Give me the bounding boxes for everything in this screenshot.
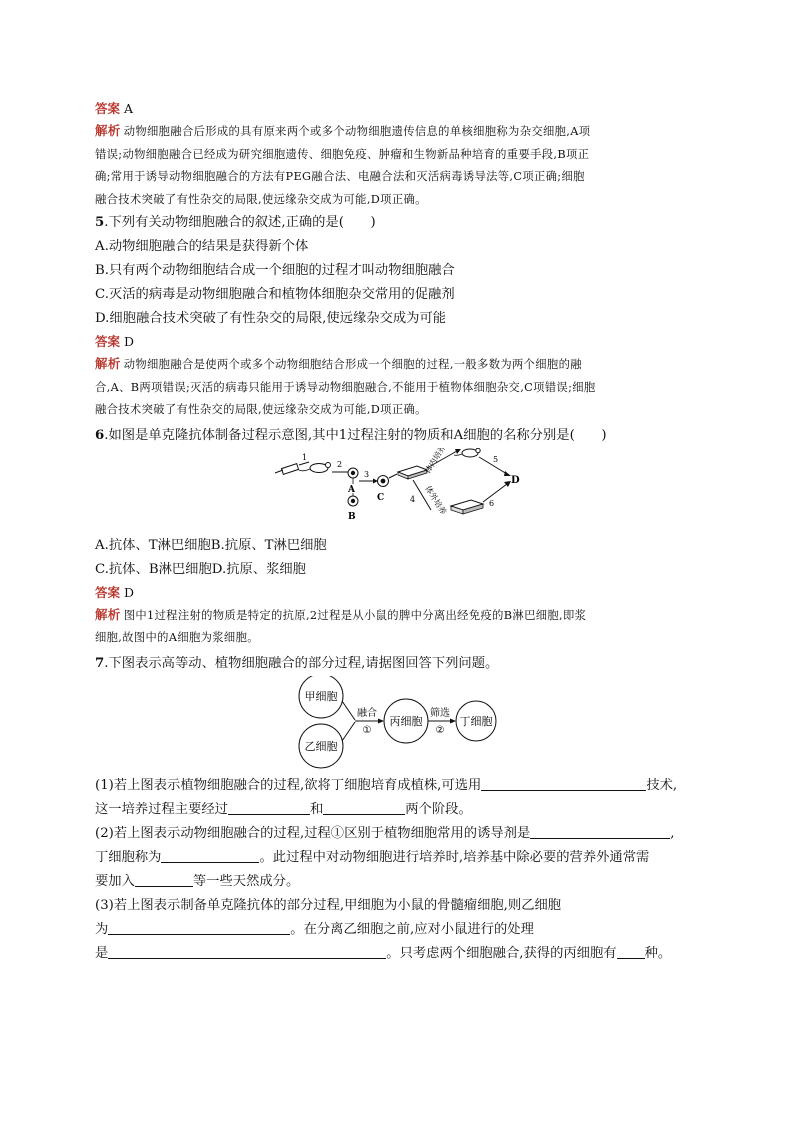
answer-blank[interactable] — [135, 872, 193, 887]
q7-part1-line1 — [95, 774, 695, 798]
question-number: 7 — [95, 655, 105, 671]
text-segment: , — [670, 825, 675, 841]
monoclonal-antibody-figure — [95, 448, 695, 534]
q5-option-d: D.细胞融合技术突破了有性杂交的局限,使远缘杂交成为可能 — [95, 311, 447, 326]
explanation-line: 确;常用于诱导动物细胞融合的方法有PEG融合法、电融合法和灭活病毒诱导法等,C项正确;细胞 — [95, 170, 585, 183]
explanation-line: 融合技术突破了有性杂交的局限,使远缘杂交成为可能,D项正确。 — [95, 192, 427, 206]
cell-jia-label: 甲细胞 — [304, 689, 338, 703]
explanation-label: 解析 — [95, 356, 121, 371]
answer-value: A — [124, 101, 134, 116]
q6-options-line2: C.抗体、B淋巴细胞D.抗原、浆细胞 — [95, 561, 306, 577]
answer-blank[interactable] — [481, 776, 646, 791]
explanation-line: 错误;动物细胞融合已经成为研究细胞遗传、细胞免疫、肿瘤和生物新品种培育的重要手段,B项正 — [95, 147, 590, 161]
arrow-5-head — [504, 471, 511, 476]
answer-blank[interactable] — [323, 800, 405, 815]
q4-answer — [95, 98, 695, 120]
q7-part3-line1: (3)若上图表示制备单克隆抗体的部分过程,甲细胞为小鼠的骨髓瘤细胞,则乙细胞 — [95, 897, 562, 913]
answer-label: 答案 — [95, 334, 121, 349]
arrow-6-head — [504, 481, 511, 487]
cell-bing-label: 丙细胞 — [389, 714, 423, 728]
syringe-icon — [275, 463, 299, 474]
text-segment: 丁细胞称为 — [95, 849, 162, 865]
answer-blank[interactable] — [228, 800, 310, 815]
screen-arrowhead — [450, 718, 456, 723]
explanation-label: 解析 — [95, 123, 121, 138]
cell-c-icon — [378, 475, 389, 486]
q4-explanation — [95, 120, 695, 211]
question-number: 5 — [95, 215, 105, 230]
arrow-6-line — [483, 484, 507, 502]
explanation-line: 图中1过程注射的物质是特定的抗原,2过程是从小鼠的脾中分离出经免疫的B淋巴细胞,即浆 — [123, 608, 587, 622]
label-d: D — [511, 474, 520, 486]
q7-part3-line3 — [95, 942, 695, 966]
explanation-line: 细胞,故图中的A细胞为浆细胞。 — [95, 631, 259, 644]
in-vitro-label: 体外培养 — [423, 483, 448, 516]
label-4: 4 — [410, 494, 416, 504]
q5-stem — [95, 211, 695, 235]
document-page — [95, 98, 695, 966]
explanation-label: 解析 — [95, 606, 121, 622]
answer-blank[interactable] — [108, 944, 386, 959]
cell-b-icon — [348, 496, 358, 506]
label-5: 5 — [493, 454, 499, 464]
text-segment: 等一些天然成分。 — [192, 873, 300, 889]
q7-part2-line3 — [95, 870, 695, 894]
cell-yi-label: 乙细胞 — [304, 739, 338, 753]
text-segment: 为 — [95, 921, 109, 937]
q7-part2-line1 — [95, 822, 695, 846]
question-text: .如图是单克隆抗体制备过程示意图,其中1过程注射的物质和A细胞的名称分别是( ) — [104, 427, 607, 443]
merge-line-top — [342, 701, 355, 720]
monoclonal-antibody-diagram — [95, 448, 695, 534]
answer-blank[interactable] — [617, 944, 645, 959]
step2-number: ② — [435, 724, 445, 736]
answer-label: 答案 — [95, 101, 121, 116]
step1-number: ① — [362, 724, 372, 736]
text-segment: 。只考虑两个细胞融合,获得的丙细胞有 — [386, 945, 617, 961]
text-segment: 种。 — [644, 945, 672, 961]
text-segment: 。在分离乙细胞之前,应对小鼠进行的处理 — [290, 921, 534, 937]
q5-option-c: C.灭活的病毒是动物细胞融合和植物体细胞杂交常用的促融剂 — [95, 287, 455, 302]
q6-options-line1: A.抗体、T淋巴细胞B.抗原、T淋巴细胞 — [95, 537, 327, 553]
answer-label: 答案 — [95, 584, 121, 600]
answer-blank[interactable] — [108, 920, 290, 935]
text-segment: 要加入 — [95, 873, 135, 889]
q6-explanation — [95, 604, 695, 650]
answer-blank[interactable] — [161, 848, 259, 863]
question-text: .下列有关动物细胞融合的叙述,正确的是( ) — [104, 215, 376, 230]
q7-part3-line2 — [95, 918, 695, 942]
label-6: 6 — [489, 498, 495, 508]
q7-stem — [95, 652, 695, 676]
step1-label: 融合 — [357, 707, 377, 719]
question-text: .下图表示高等动、植物细胞融合的部分过程,请据图回答下列问题。 — [104, 655, 499, 671]
culture-flask-icon — [451, 500, 483, 514]
label-3: 3 — [364, 469, 370, 479]
q5-option-a: A.动物细胞融合的结果是获得新个体 — [95, 239, 309, 254]
q5-answer — [95, 331, 695, 353]
q6-answer — [95, 582, 695, 604]
label-b: B — [348, 511, 356, 522]
q7-part1-line2 — [95, 798, 695, 822]
text-segment: 两个阶段。 — [405, 801, 472, 817]
arrow-1-line — [299, 462, 309, 465]
text-segment: 是 — [95, 945, 109, 961]
answer-value: D — [124, 584, 135, 600]
text-segment: 技术, — [646, 777, 678, 793]
fusion-arrowhead — [378, 718, 384, 723]
answer-blank[interactable] — [530, 824, 670, 839]
answer-value: D — [124, 334, 135, 349]
q5-option-b: B.只有两个动物细胞结合成一个细胞的过程才叫动物细胞融合 — [95, 263, 455, 278]
label-c: C — [377, 492, 385, 503]
q6-stem — [95, 424, 695, 448]
cell-a-icon — [348, 468, 358, 478]
explanation-line: 合,A、B两项错误;灭活的病毒只能用于诱导动物细胞融合,不能用于植物体细胞杂交,C项错误;细胞 — [95, 380, 596, 394]
culture-plate-icon — [398, 466, 427, 479]
explanation-line: 融合技术突破了有性杂交的局限,使远缘杂交成为可能,D项正确。 — [95, 403, 427, 416]
explanation-line: 动物细胞融合是使两个或多个动物细胞结合形成一个细胞的过程,一般多数为两个细胞的融 — [123, 358, 582, 371]
arrow-line — [389, 474, 397, 478]
label-a: A — [348, 484, 355, 495]
text-segment: 。此过程中对动物细胞进行培养时,培养基中除必要的营养外通常需 — [259, 849, 650, 865]
question-number: 6 — [95, 427, 105, 443]
q5-explanation — [95, 353, 695, 422]
text-segment: 和 — [309, 801, 324, 817]
cell-fusion-figure — [95, 676, 695, 774]
label-1: 1 — [302, 452, 308, 462]
cell-ding-label: 丁细胞 — [459, 714, 493, 728]
q7-part2-line2 — [95, 846, 695, 870]
step2-label: 筛选 — [430, 707, 450, 719]
text-segment: 这一培养过程主要经过 — [95, 801, 228, 817]
label-2: 2 — [337, 459, 343, 469]
in-vivo-label: 体内培养 — [423, 447, 448, 475]
merge-line-bottom — [342, 722, 355, 741]
explanation-line: 动物细胞融合后形成的具有原来两个或多个动物细胞遗传信息的单核细胞称为杂交细胞,A项 — [123, 125, 591, 138]
text-segment: (2)若上图表示动物细胞融合的过程,过程①区别于植物细胞常用的诱导剂是 — [95, 825, 531, 841]
text-segment: (1)若上图表示植物细胞融合的过程,欲将丁细胞培育成植株,可选用 — [95, 777, 482, 793]
cell-fusion-diagram — [95, 676, 695, 774]
